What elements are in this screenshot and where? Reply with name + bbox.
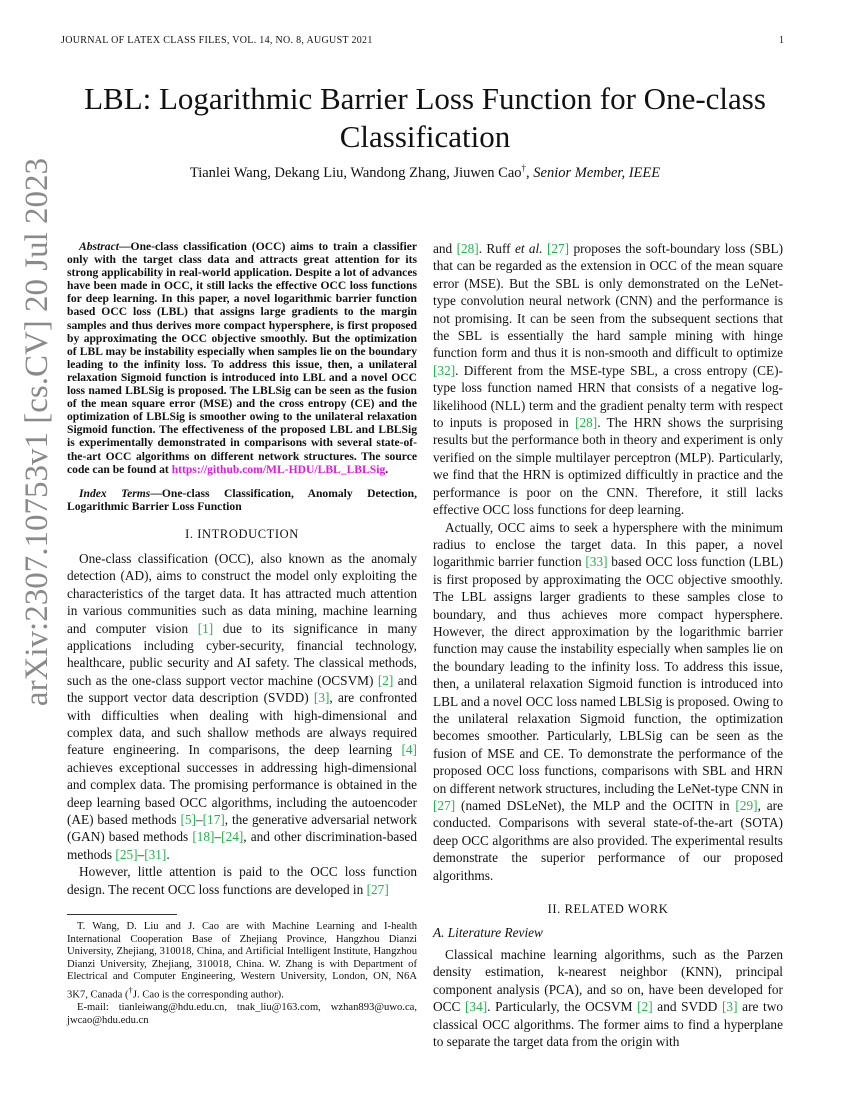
intro-paragraph-2: [67, 863, 417, 898]
affiliation-footnote: T. Wang, D. Liu and J. Cao are with Machine Learning and I-health International Cooperation Base of Zhejiang Province, Hangzhou Dianzi University, Zhejiang, 310018, China, and Artificial Intelligent Institute, Hangzhou Dianzi University, Zhejiang, 310018, China. W. Zhang is with Department of Electrical and Computer Engineering, Western University, London, ON, N6A 3K7, Canada (†J. Cao is the corresponding author).: [67, 921, 417, 1001]
text-run: (named DSLeNet), the MLP and the OCITN in: [455, 798, 736, 813]
citation-link[interactable]: [34]: [465, 999, 488, 1015]
email-footnote: E-mail: tianleiwang@hdu.edu.cn, tnak_liu@163.com, wzhan893@uwo.ca, jwcao@hdu.edu.cn: [67, 1002, 417, 1026]
citation-link[interactable]: [3]: [313, 690, 330, 706]
section-heading-introduction: I. INTRODUCTION: [185, 526, 299, 541]
citation-link[interactable]: [27]: [366, 881, 389, 897]
citation-link[interactable]: [2]: [377, 672, 394, 688]
citation-link[interactable]: [17]: [202, 811, 225, 827]
citation-link[interactable]: [32]: [433, 362, 456, 378]
citation-link[interactable]: [28]: [456, 241, 479, 256]
text-run: –: [137, 846, 145, 862]
text-run: Actually, OCC aims to seek a hypersphere with the minimum radius to enclose the target data. In this paper, a novel logarithmic barrier function: [433, 519, 783, 570]
citation-link[interactable]: [31]: [144, 846, 167, 862]
text-run: –: [195, 811, 203, 827]
running-header: JOURNAL OF LATEX CLASS FILES, VOL. 14, NO. 8, AUGUST 2021: [61, 35, 373, 46]
citation-link[interactable]: [1]: [197, 620, 214, 636]
citation-link[interactable]: [25]: [115, 846, 138, 862]
intro-paragraph-1: [67, 550, 417, 863]
citation-link[interactable]: [27]: [546, 241, 570, 256]
citation-link[interactable]: [33]: [585, 554, 608, 570]
text-run: , and other discrimination-based methods: [67, 829, 417, 862]
text-run: . Ruff: [478, 241, 515, 256]
section-heading-related-work: II. RELATED WORK: [547, 902, 669, 917]
arxiv-stamp: arXiv:2307.10753v1 [cs.CV] 20 Jul 2023: [18, 157, 55, 707]
text-run: . Different from the MSE-type SBL, a cross entropy (CE)-type loss function named HRN that consists of a negative log-likelihood (NLL) term and the gradient penalty term with respect to inputs is proposed in: [433, 362, 783, 431]
abstract: Abstract—One-class classification (OCC) aims to train a classifier only with the target class data and attracts great attention for its strong applicability in real-world application. Despite a lot of advances have been made in OCC, it still lacks the effective OCC loss functions for deep learning. In this paper, a novel logarithmic barrier function based OCC loss (LBL) that assigns large gradients to the margin samples and thus derives more compact hypersphere, is first proposed by approximating the OCC objective smoothly. But the optimization of LBL may be instability especially when samples lie on the boundary leading to the infinity loss. To address this issue, then, a unilateral relaxation Sigmoid function is introduced into LBL and a novel OCC loss named LBLSig is proposed. The LBLSig can be seen as the fusion of the mean square error (MSE) and the cross entropy (CE) and the optimization of LBLSig is smoother owing to the unilateral relaxation Sigmoid function. The effectiveness of the proposed LBL and LBLSig is experimentally demonstrated in comparisons with several state-of-the-art OCC algorithms on different network structures. The source code can be found at https://github.com/ML-HDU/LBL_LBLSig.: [67, 240, 417, 476]
text-run: –: [214, 829, 222, 845]
index-terms-label: Index Terms: [79, 486, 151, 500]
index-terms-text: —One-class Classification, Anomaly Detection, Logarithmic Barrier Loss Function: [67, 486, 417, 513]
text-run: due to its significance in many applications including cyber-security, financial technology, healthcare, public security and AI safety. The classical methods, such as the one-class support vector machine (OCSVM): [67, 620, 417, 688]
citation-link[interactable]: [5]: [180, 811, 196, 827]
right-paragraph-2: [433, 519, 783, 885]
dagger-mark: †: [521, 163, 527, 173]
citation-link[interactable]: [29]: [735, 798, 758, 813]
subsection-heading-literature-review: A. Literature Review: [433, 925, 543, 941]
author-line: Tianlei Wang, Dekang Liu, Wandong Zhang, Jiuwen Cao†, Senior Member, IEEE: [189, 163, 661, 181]
citation-link[interactable]: [24]: [221, 829, 244, 845]
text-run: and the support vector data description (SVDD): [67, 672, 417, 706]
paper-title: LBL: Logarithmic Barrier Loss Function for One-class Classification: [84, 81, 766, 154]
citation-link[interactable]: [18]: [192, 829, 215, 845]
abstract-label: Abstract: [79, 240, 119, 253]
citation-link[interactable]: [28]: [575, 415, 598, 431]
text-run: One-class classification (OCC), also known as the anomaly detection (AD), aims to construct the model only exploiting the characteristics of the target data. It has attracted much attention in various communities such as data mining, machine learning and computer vision: [67, 550, 417, 636]
text-run: , the generative adversarial network (GAN) based methods: [67, 811, 417, 845]
author-role: Senior Member, IEEE: [533, 164, 661, 181]
author-names: Tianlei Wang, Dekang Liu, Wandong Zhang, Jiuwen Cao: [189, 164, 522, 181]
text-run: . Particularly, the OCSVM: [487, 999, 638, 1015]
text-run: However, little attention is paid to the OCC loss function design. The recent OCC loss functions are developed in: [67, 864, 417, 897]
citation-link[interactable]: [4]: [401, 742, 417, 758]
text-run: and SVDD: [652, 999, 722, 1015]
right-paragraph-1: [433, 240, 783, 519]
text-run: and: [433, 241, 457, 256]
text-run: . The HRN shows the surprising results but the performance both in theory and experiment is only verified on the simple multilayer perceptron (MLP). Particularly, we find that the HRN is optimized difficultly in practice and the performance is poor on the CNN. Therefore, it still lacks effective OCC loss functions for deep learning.: [433, 415, 783, 518]
abstract-text: —One-class classification (OCC) aims to train a classifier only with the target class data and attracts great attention for its strong applicability in real-world application. Despite a lot of advances have been made in OCC, it still lacks the effective OCC loss functions for deep learning. In this paper, a novel logarithmic barrier function based OCC loss (LBL) that assigns large gradients to the margin samples and thus derives more compact hypersphere, is first proposed by approximating the OCC objective smoothly. But the optimization of LBL may be instability especially when samples lie on the boundary leading to the infinity loss. To address this issue, then, a unilateral relaxation Sigmoid function is introduced into LBL and a novel OCC loss named LBLSig is proposed. The LBLSig can be seen as the fusion of the mean square error (MSE) and the cross entropy (CE) and the optimization of LBLSig is smoother owing to the unilateral relaxation Sigmoid function. The effectiveness of the proposed LBL and LBLSig is experimentally demonstrated in comparisons with several state-of-the-art OCC algorithms on different network structures. The source code can be found at: [67, 240, 417, 476]
right-column: [433, 240, 783, 1050]
citation-link[interactable]: [3]: [722, 999, 738, 1015]
text-run: based OCC loss function (LBL) is first proposed by approximating the OCC objective smoothly. The LBL assigns larger gradients to these samples close to boundary, and thus achieves more compact hypersphere. However, the direct approximation by the logarithmic barrier function may cause the instability especially when samples lie on the boundary leading to the infinity loss. To address this issue, then, a unilateral relaxation Sigmoid function is introduced into LBL and a novel OCC loss named LBLSig is proposed. Owing to the unilateral relaxation Sigmoid function, the optimization becomes smoother. Particularly, LBLSig can be seen as the fusion of MSE and CE. To demonstrate the performance of the proposed OCC loss functions, comparisons with SBL and HRN on different network structures, including the LeNet-type CNN in: [433, 554, 783, 796]
citation-link[interactable]: [27]: [433, 798, 456, 813]
citation-link[interactable]: [2]: [637, 999, 653, 1015]
source-code-link[interactable]: https://github.com/ML-HDU/LBL_LBLSig: [171, 462, 386, 476]
text-run: Classical machine learning algorithms, such as the Parzen density estimation, k-nearest neighbor (KNN), principal component analysis (PCA), and so on, have been developed for OCC: [433, 947, 783, 1015]
footnote-rule: [67, 914, 177, 915]
text-run: , are confronted with difficulties when dealing with high-dimensional and complex data, and such shallow methods are always required feature engineering. In comparisons, the deep learning: [67, 690, 417, 758]
text-run: achieves exceptional successes in addressing high-dimensional and complex data. The promising performance is obtained in the deep learning based OCC algorithms, including the autoencoder (AE) based methods: [67, 759, 417, 827]
text-run: , are conducted. Comparisons with several state-of-the-art (SOTA) deep OCC algorithms are also provided. The experimental results demonstrate the superior performance of our proposed algorithms.: [433, 798, 783, 883]
et-al: et al.: [514, 241, 543, 256]
text-run: .: [166, 846, 170, 862]
right-paragraph-3: [433, 946, 783, 1050]
index-terms: [67, 487, 417, 513]
text-run: proposes the soft-boundary loss (SBL) that can be regarded as the extension in OCC of the mean square error (MSE). But the SBL is only demonstrated on the LeNet-type convolution neural network (CNN) and the performance is not promising. It can be seen from the subsequent sections that the SBL is essentially the hard sample mining with hinge function form and thus it is non-smooth and difficult to optimize: [433, 241, 784, 361]
page-number: 1: [779, 35, 784, 46]
left-column: [67, 240, 417, 1027]
text-run: are two classical OCC algorithms. The former aims to find a hyperplane to separate the target data from the origin with: [433, 999, 783, 1050]
